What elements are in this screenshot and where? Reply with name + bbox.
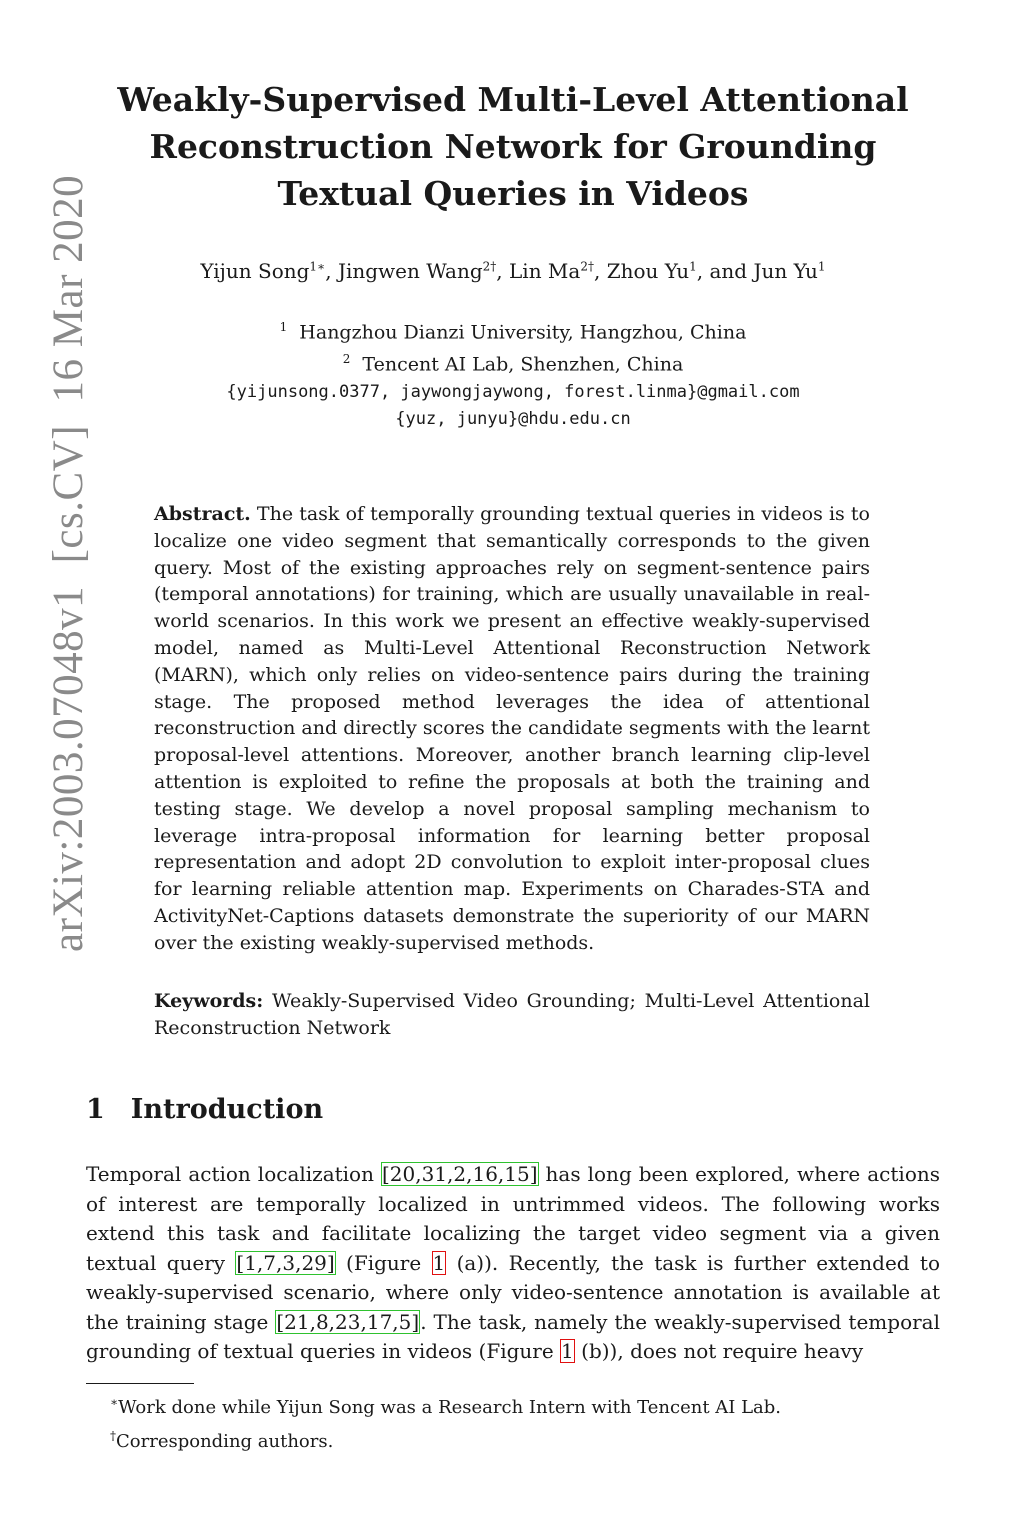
section-number: 1: [86, 1094, 105, 1125]
abstract-text: The task of temporally grounding textual queries in videos is to localize one video segment that semantically corresponds to the given query. Most of the existing approaches rely on segment-sentence pairs (temporal annotations) for training, which are usually unavailable in real-world scenarios. In this work we present an effective weakly-supervised model, named as Multi-Level Attentional Reconstruction Network (MARN), which only relies on video-sentence pairs during the training stage. The proposed method leverages the idea of attentional reconstruction and directly scores the candidate segments with the learnt proposal-level attentions. Moreover, another branch learning clip-level attention is exploited to refine the proposals at both the training and testing stage. We develop a novel proposal sampling mechanism to leverage intra-proposal information for learning better proposal representation and adopt 2D convolution to exploit inter-proposal clues for learning reliable attention map. Experiments on Charades-STA and ActivityNet-Captions datasets demonstrate the superiority of our MARN over the existing weakly-supervised methods.: [154, 503, 870, 954]
section-title: Introduction: [130, 1094, 324, 1125]
arxiv-stamp: arXiv:2003.07048v1 [cs.CV] 16 Mar 2020: [45, 174, 92, 952]
author-affil-mark: 1∗: [309, 259, 326, 274]
keywords-label: Keywords:: [154, 990, 264, 1012]
affiliation-2: $^2$ Tencent AI Lab, Shenzhen, China: [342, 352, 684, 376]
affiliations: [90, 314, 936, 433]
author-name: Lin Ma: [509, 259, 581, 283]
author-name: Jingwen Wang: [337, 259, 483, 283]
section-heading: [86, 1094, 323, 1125]
author-list: Yijun Song$^{1∗}$, Jingwen Wang$^{2\dagger}$, Lin $Ma^{2\dagger}$, Zhou Yu$^1$, and Jun Yu$^1$: [200, 259, 826, 283]
author-name: Zhou Yu: [606, 259, 690, 283]
author-affil-mark: 2†: [482, 259, 497, 274]
intro-paragraph: Temporal action localization [20,31,2,16,15] has long been explored, where actions of interest are temporally localized in untrimmed videos. The following works extend this task and facilitate localizing the target video segment via a given textual query [1,7,3,29] (Figure 1 (a)). Recently, the task is further extended to weakly-supervised scenario, where only video-sentence annotation is available at the training stage [21,8,23,17,5]. The task, namely the weakly-supervised temporal grounding of textual queries in videos (Figure 1 (b)), does not require heavy: [86, 1162, 941, 1363]
citation-link[interactable]: [20,31,2,16,15]: [381, 1162, 538, 1186]
citation-link[interactable]: [21,8,23,17,5]: [276, 1309, 420, 1334]
affiliation-1: $^1$ Hangzhou Dianzi University, Hangzhou, China: [279, 320, 747, 344]
author-name: Yijun Song: [200, 259, 310, 283]
email-line-1: {yijunsong.0377, jaywongjaywong, forest.linma}@gmail.com: [226, 381, 800, 402]
footnote-1: ∗Work done while Yijun Song was a Research Intern with Tencent AI Lab.: [110, 1395, 782, 1418]
citation-link[interactable]: [1,7,3,29]: [236, 1250, 335, 1275]
author-affil-mark: 2†: [580, 259, 594, 274]
figure-link[interactable]: 1: [432, 1250, 446, 1275]
footnotes: [110, 1388, 930, 1456]
footnote-rule: [86, 1383, 194, 1384]
keywords-text: Weakly-Supervised Video Grounding; Multi-Level Attentional Reconstruction Network: [154, 990, 871, 1039]
footnote-2: †Corresponding authors.: [110, 1429, 334, 1452]
author-name: Jun Yu: [753, 259, 818, 283]
paper-title: Weakly-Supervised Multi-Level Attentional Reconstruction Network for Grounding Textual Queries in Videos: [117, 80, 909, 213]
author-affil-mark: 1: [817, 259, 826, 274]
email-line-2: {yuz, junyu}@hdu.edu.cn: [395, 408, 631, 429]
figure-link[interactable]: 1: [561, 1339, 574, 1363]
author-conjunction: , and: [696, 259, 748, 283]
author-affil-mark: 1: [689, 259, 697, 274]
abstract-label: Abstract.: [154, 503, 251, 525]
keywords: [154, 988, 870, 1042]
abstract: [154, 501, 870, 957]
